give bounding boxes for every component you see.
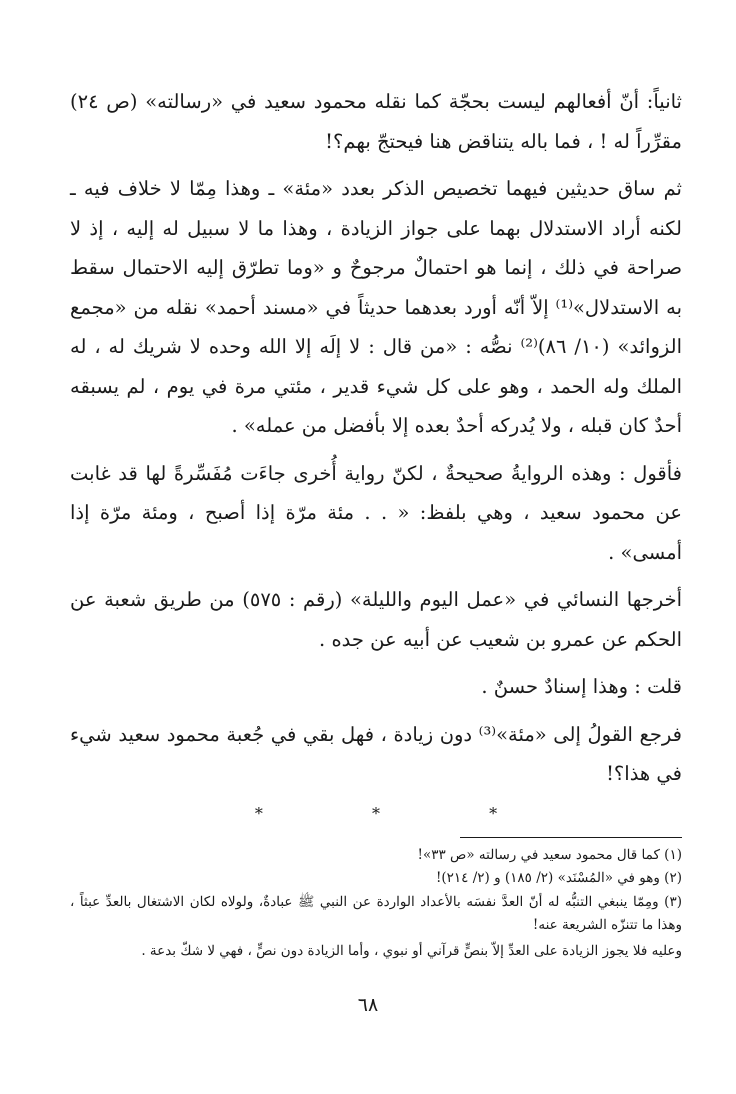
paragraph-3: فأقول : وهذه الروايةُ صحيحةٌ ، لكنّ رواية أُخرى جاءَت مُفَسِّرةً لها قد غابت عن محمود سعيد ، وهي بلفظ: « . . مئة مرّة إذا أصبح ، ومئة مرّة إذا أمسى» . [70,461,682,564]
paragraph-6: فرجع القولُ إلى «مئة»⁽³⁾ دون زيادة ، فهل بقي في جُعبة محمود سعيد شيء في هذا؟! [70,722,682,785]
paragraph-1: ثانياً: أنّ أفعالهم ليست بحجّة كما نقله محمود سعيد في «رسالته» (ص ٢٤) مقرِّراً له ! ، فما باله يتناقض هنا فيحتجّ بهم؟! [70,90,682,153]
page-number: ٦٨ [357,994,379,1016]
footnote-divider [460,837,682,838]
footnote-2: (٢) وهو في «المُسْنَد» (٢/ ١٨٥) و (٢/ ٢١٤)! [435,870,682,886]
footnote-1: (١) كما قال محمود سعيد في رسالته «ص ٣٣»! [417,846,682,863]
paragraph-5: قلت : وهذا إسنادٌ حسنٌ . [481,675,682,698]
page-body [70,82,682,963]
footnote-3-continuation: وعليه فلا يجوز الزيادة على العدِّ إلاّ بنصٍّ قرآني أو نبوي ، وأما الزيادة دون نصٍّ ، فهي لا شكّ بدعة . [141,942,682,959]
paragraph-4: أخرجها النسائي في «عمل اليوم والليلة» (رقم : ٥٧٥) من طريق شعبة عن الحكم عن عمرو بن شعيب عن أبيه عن جده . [70,588,682,651]
paragraph-2: ثم ساق حديثين فيهما تخصيص الذكر بعدد «مئة» ـ وهذا مِمّا لا خلاف فيه ـ لكنه أراد الاستدلال بهما على جواز الزيادة ، وهذا ما لا سبيل له إليه ، إذ لا صراحة في ذلك ، إنما هو احتمالٌ مرجوحٌ و «وما تطرّق إليه الاحتمال سقط به الاستدلال»⁽¹⁾ إلاّ أنّه أورد بعدهما حديثاً في «مسند أحمد» نقله من «مجمع الزوائد» (١٠/ ٨٦)⁽²⁾ نصُّه : «من قال : لا إلَه إلا الله وحده لا شريك له ، له الملك وله الحمد ، وهو على كل شيء قدير ، مئتي مرة في يوم ، لم يسبقه أحدٌ كان قبله ، ولا يُدركه أحدٌ بعده إلا بأفضل من عمله» . [70,177,683,437]
footnote-3: (٣) ومِمّا ينبغي التنبُّه له أنّ العدَّ نفسَه بالأعداد الواردة عن النبي ﷺ عبادةٌ، ولولاه لكان الاشتغال بالعدِّ عبثاً ، وهذا ما تتنزّه الشريعة عنه! [70,893,682,933]
section-ornament: * * * [254,803,550,823]
